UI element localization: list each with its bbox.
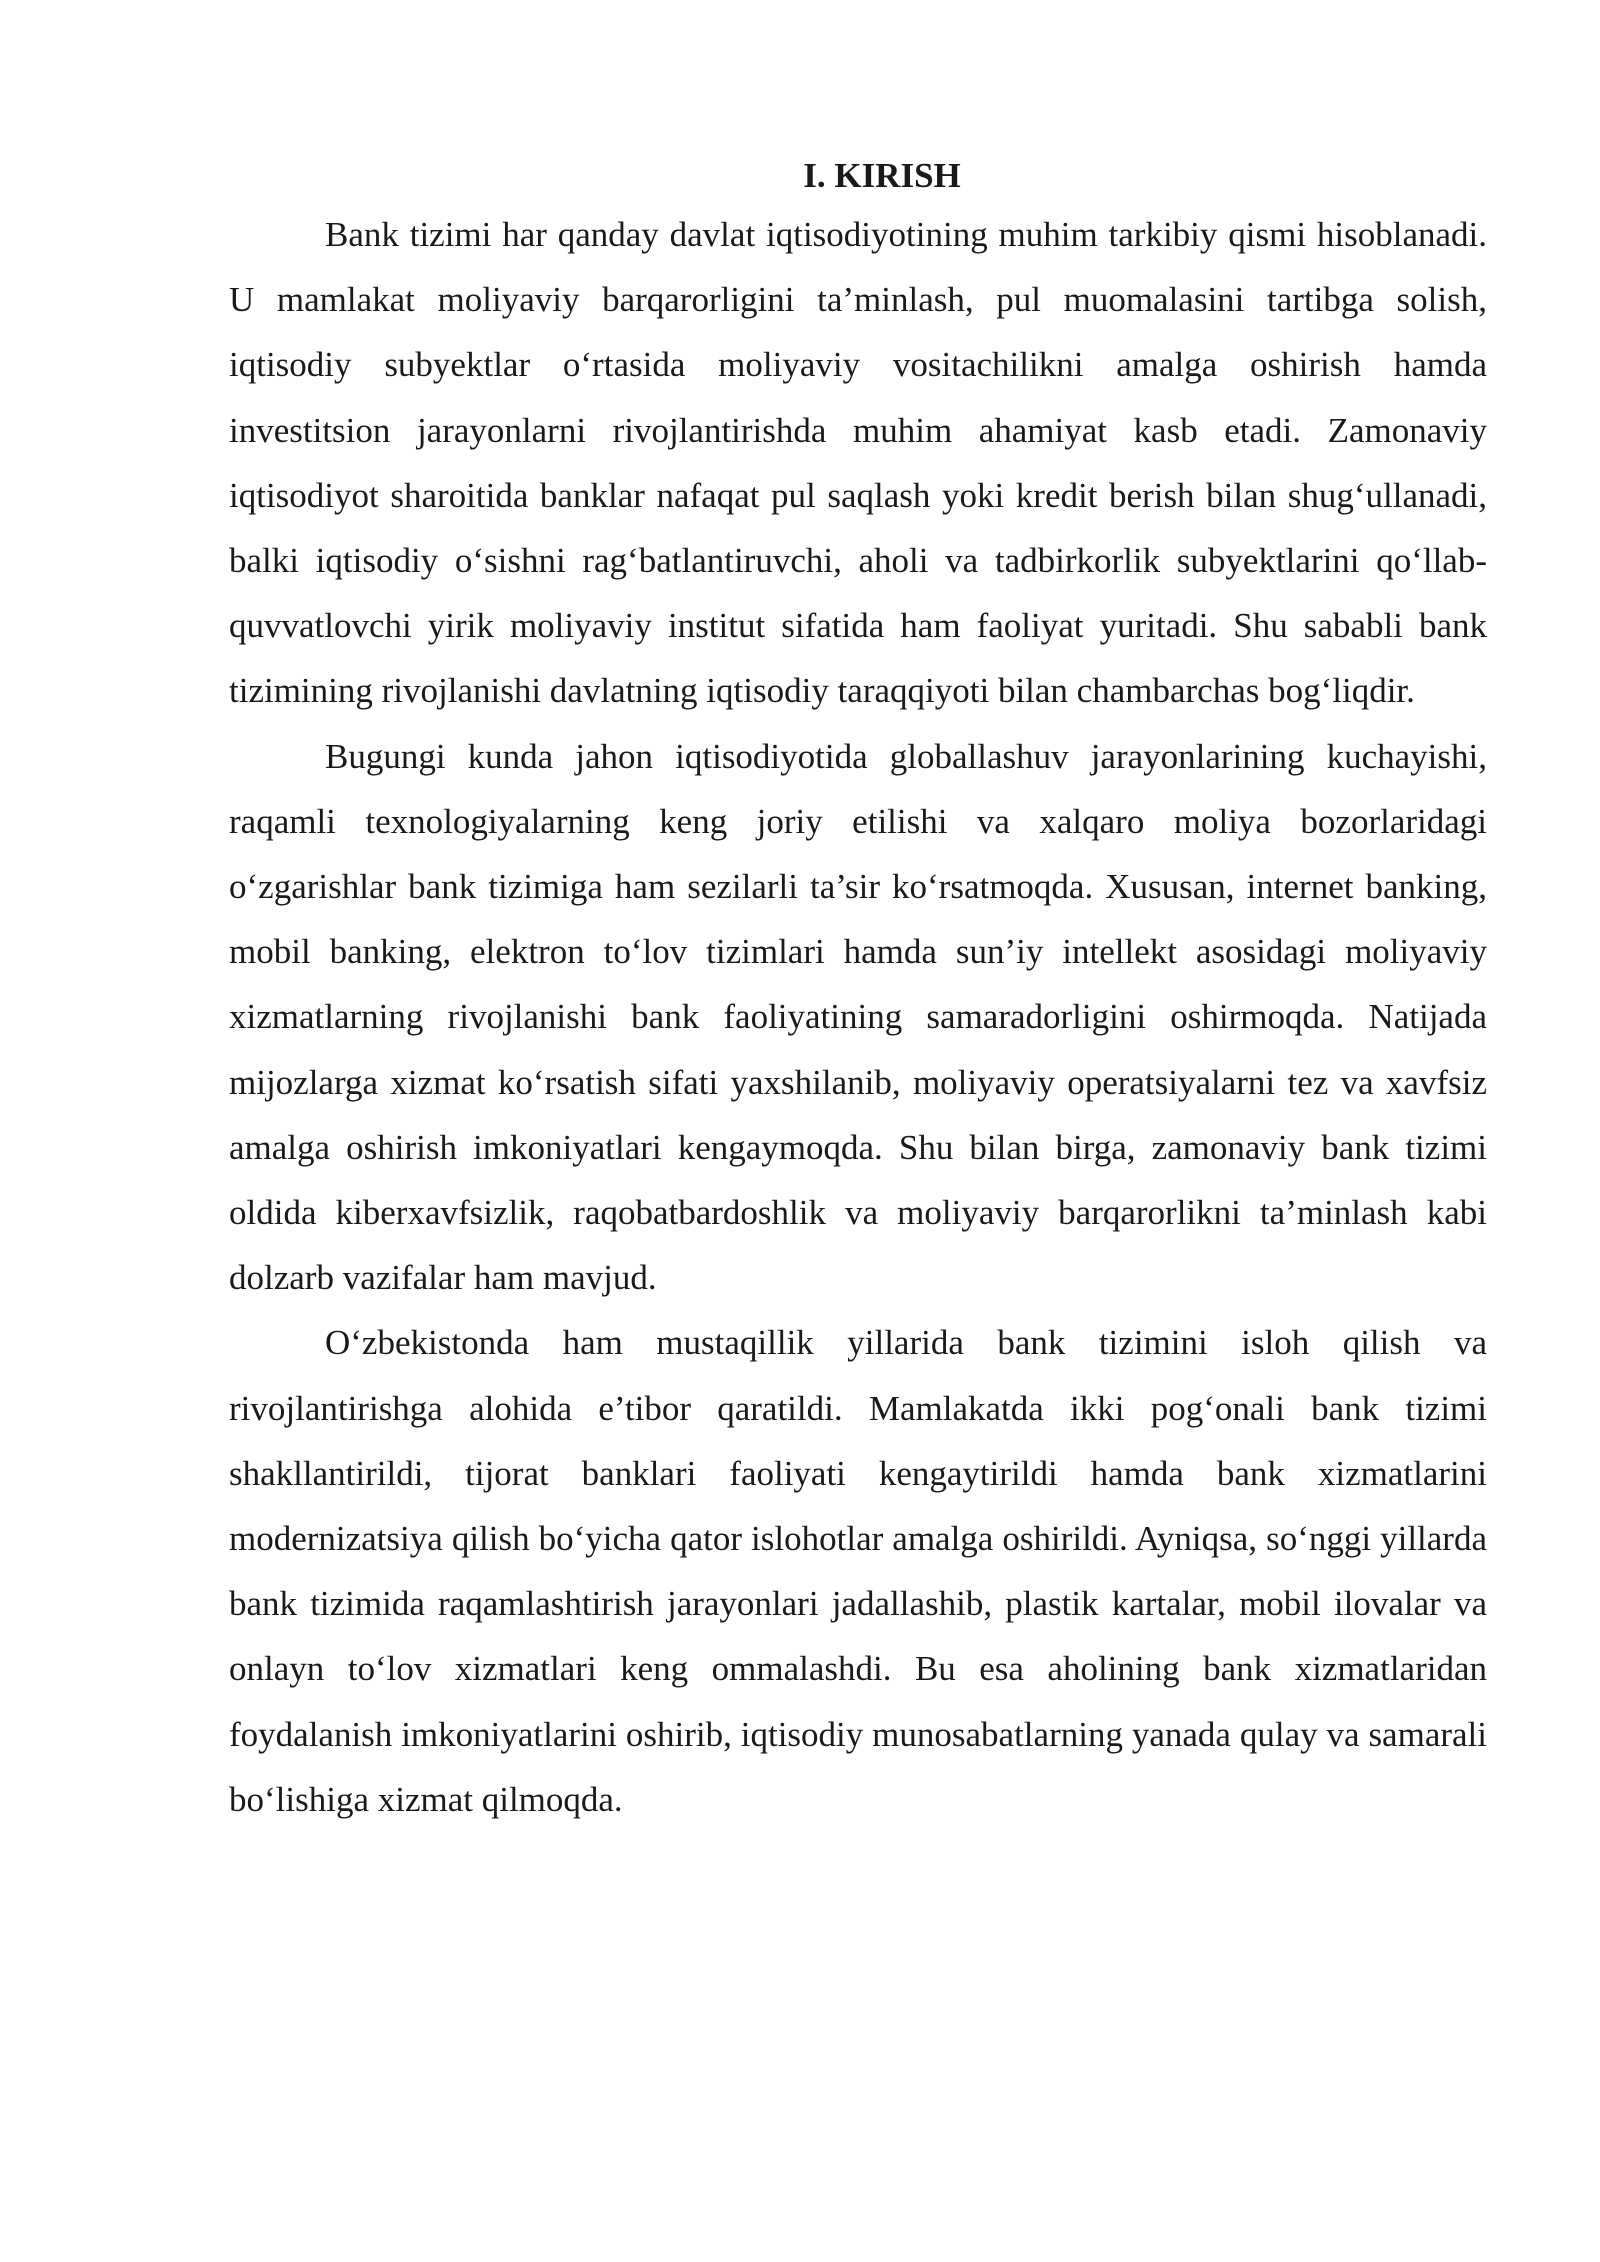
document-body — [229, 150, 1487, 1832]
section-heading: I. KIRISH — [803, 156, 961, 195]
paragraph-3: O‘zbekistonda ham mustaqillik yillarida bank tizimini isloh qilish va rivojlantirishga alohida e’tibor qaratildi. Mamlakatda ikki pog‘onali bank tizimi shakllantirildi, tijorat banklari faoliyati kengaytirildi hamda bank xizmatlarini modernizatsiya qilish bo‘yicha qator islohotlar amalga oshirildi. Ayniqsa, so‘nggi yillarda bank tizimida raqamlashtirish jarayonlari jadallashib, plastik kartalar, mobil ilovalar va onlayn to‘lov xizmatlari keng ommalashdi. Bu esa aholining bank xizmatlaridan foydalanish imkoniyatlarini oshirib, iqtisodiy munosabatlarning yanada qulay va samarali bo‘lishiga xizmat qilmoqda. — [229, 1323, 1487, 1819]
paragraph-2: Bugungi kunda jahon iqtisodiyotida globallashuv jarayonlarining kuchayishi, raqamli texnologiyalarning keng joriy etilishi va xalqaro moliya bozorlaridagi o‘zgarishlar bank tizimiga ham sezilarli ta’sir ko‘rsatmoqda. Xususan, internet banking, mobil banking, elektron to‘lov tizimlari hamda sun’iy intellekt asosidagi moliyaviy xizmatlarning rivojlanishi bank faoliyatining samaradorligini oshirmoqda. Natijada mijozlarga xizmat ko‘rsatish sifati yaxshilanib, moliyaviy operatsiyalarni tez va xavfsiz amalga oshirish imkoniyatlari kengaymoqda. Shu bilan birga, zamonaviy bank tizimi oldida kiberxavfsizlik, raqobatbardoshlik va moliyaviy barqarorlikni ta’minlash kabi dolzarb vazifalar ham mavjud. — [229, 736, 1487, 1298]
paragraph-1: Bank tizimi har qanday davlat iqtisodiyotining muhim tarkibiy qismi hisoblanadi. U mamlakat moliyaviy barqarorligini ta’minlash, pul muomalasini tartibga solish, iqtisodiy subyektlar o‘rtasida moliyaviy vositachilikni amalga oshirish hamda investitsion jarayonlarni rivojlantirishda muhim ahamiyat kasb etadi. Zamonaviy iqtisodiyot sharoitida banklar nafaqat pul saqlash yoki kredit berish bilan shug‘ullanadi, balki iqtisodiy o‘sishni rag‘batlantiruvchi, aholi va tadbirkorlik subyektlarini qo‘llab-quvvatlovchi yirik moliyaviy institut sifatida ham faoliyat yuritadi. Shu sababli bank tizimining rivojlanishi davlatning iqtisodiy taraqqiyoti bilan chambarchas bog‘liqdir. — [229, 215, 1487, 711]
